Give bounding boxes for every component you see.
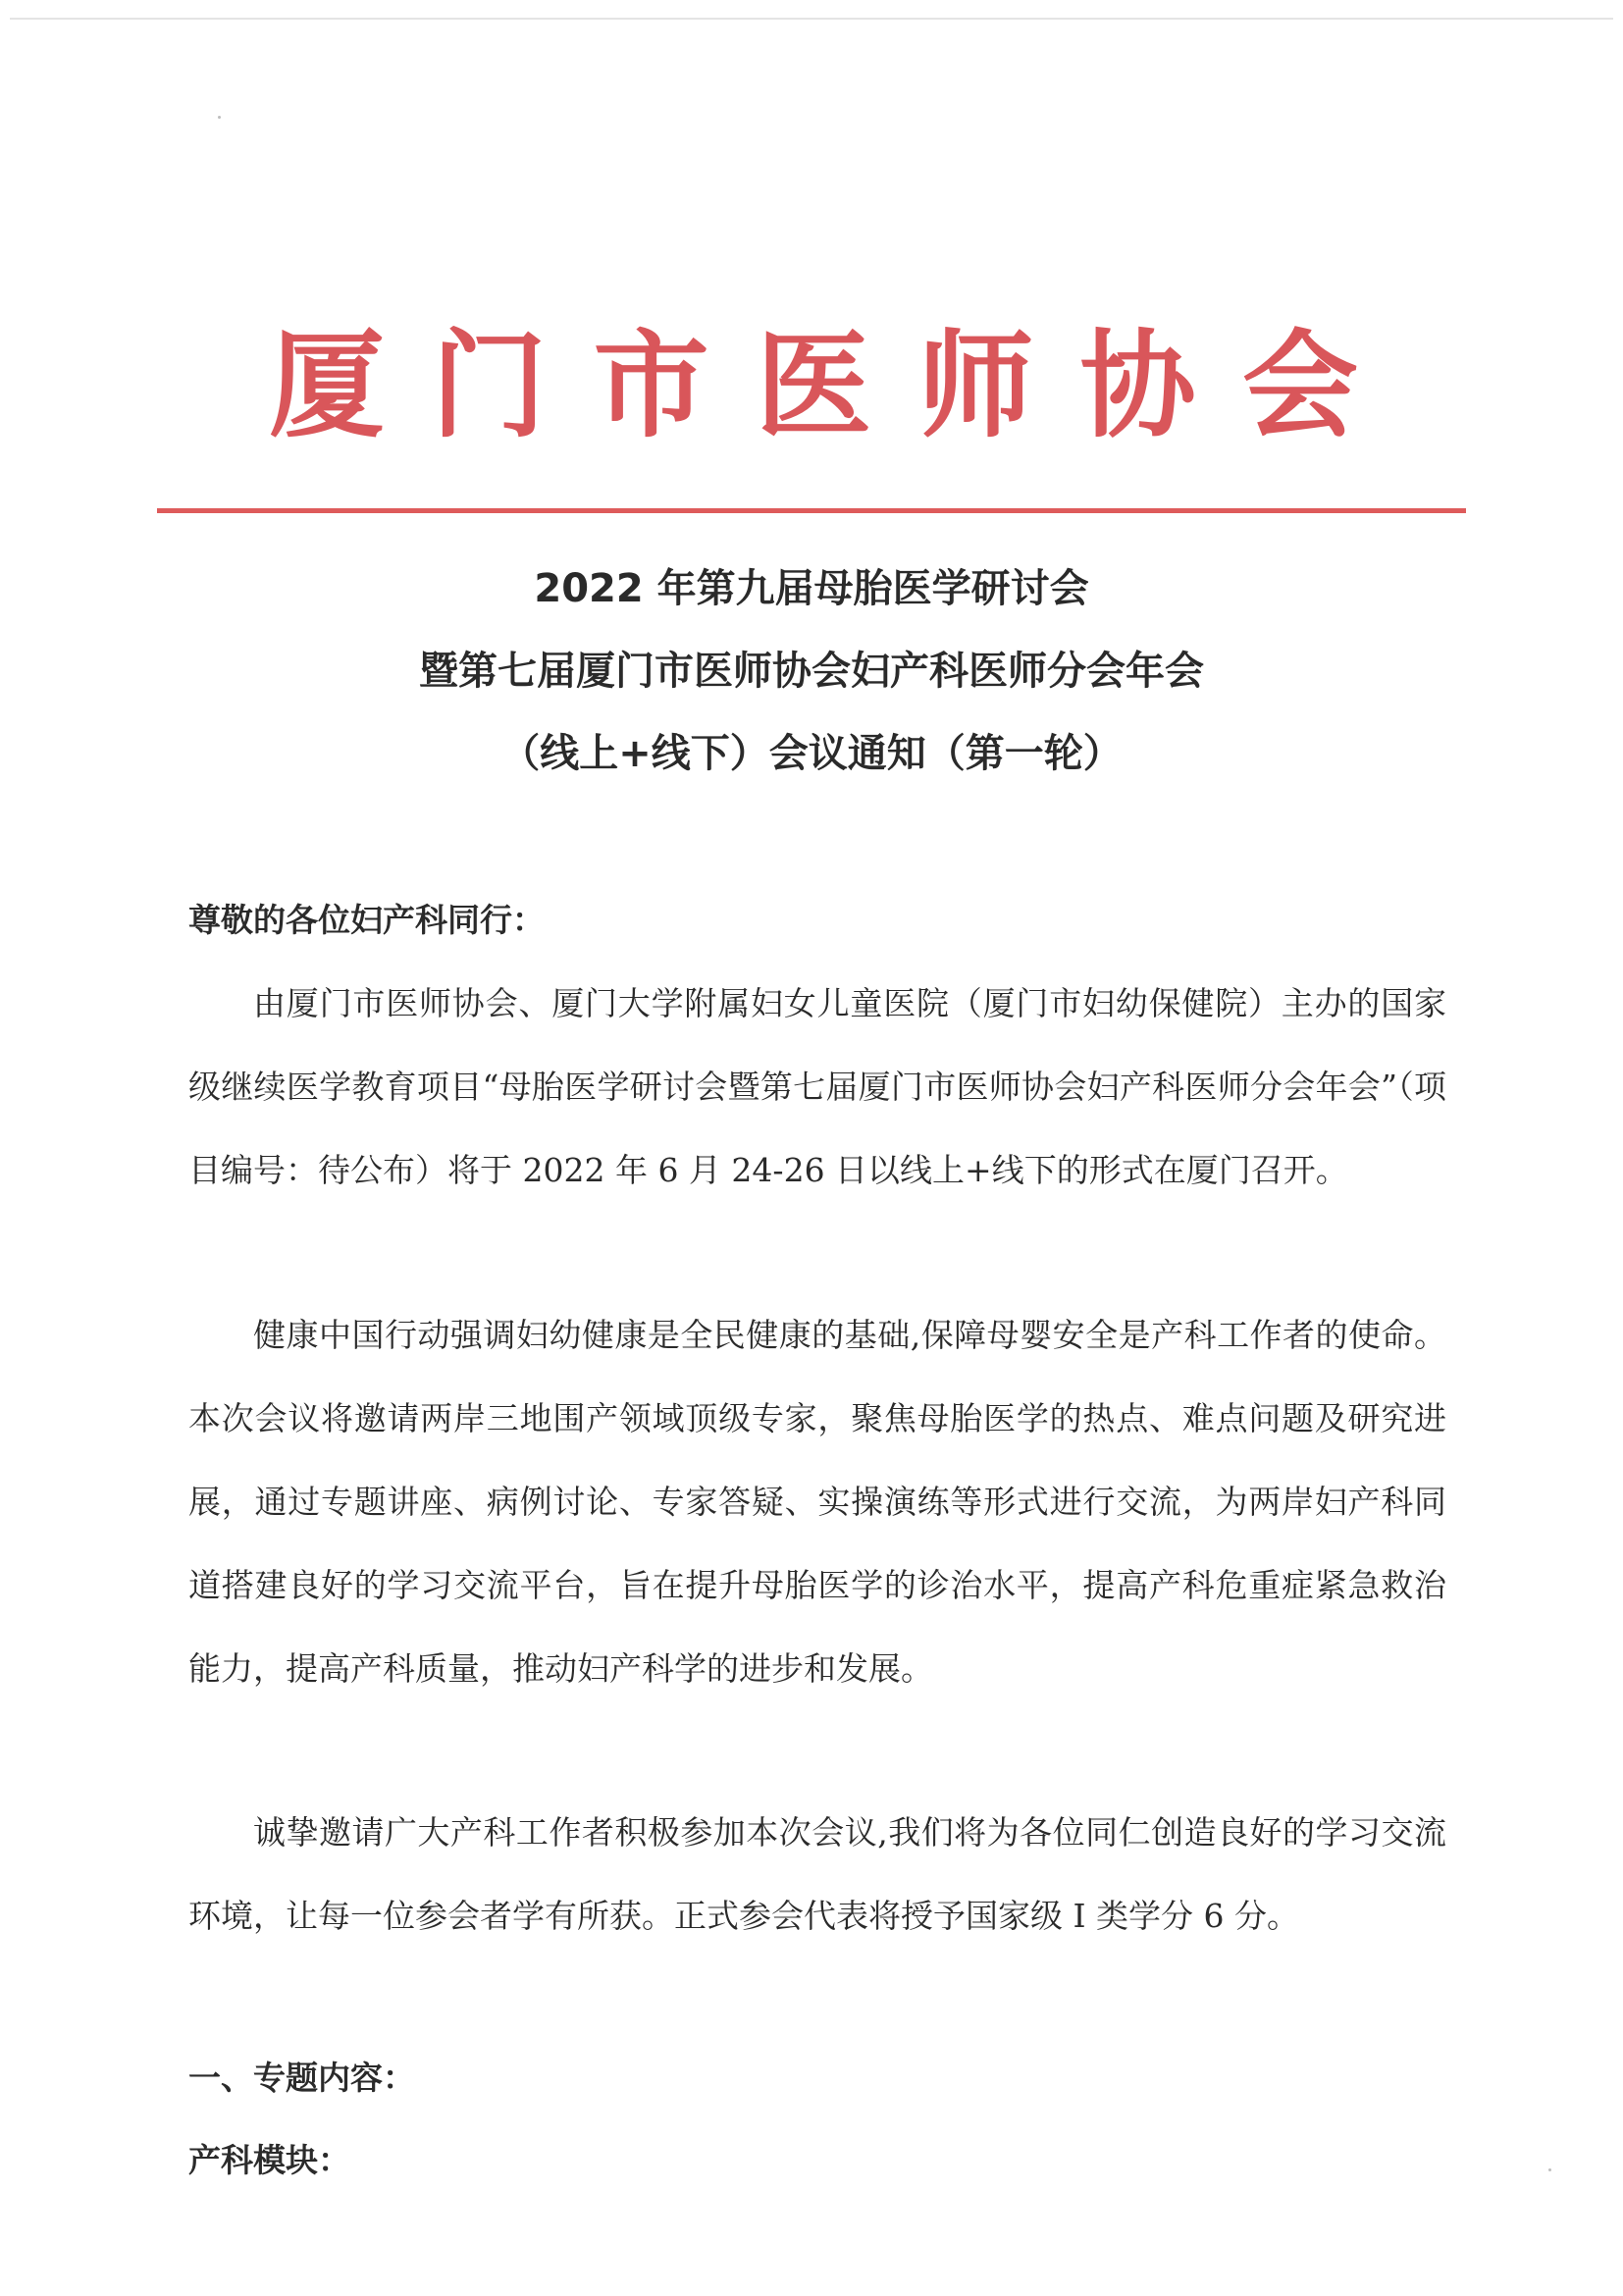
notice-title-line-3: （线上+线下）会议通知（第一轮）	[500, 731, 1123, 776]
body-paragraph-organizers: 由厦门市医师协会、厦门大学附属妇女儿童医院（厦门市妇幼保健院）主办的国家级继续医学教育项目“母胎医学研讨会暨第七届厦门市医师协会妇产科医师分会年会”（项目编号：待公布）将于 2022 年 6 月 24-26 日以线上+线下的形式在厦门召开。	[188, 984, 1446, 1189]
letterhead-char: 会	[1241, 317, 1358, 453]
letterhead-char: 市	[593, 317, 709, 453]
subsection-heading-obstetrics: 产科模块：	[188, 2141, 350, 2179]
letterhead-char: 门	[431, 317, 548, 453]
section-heading-topics: 一、专题内容：	[188, 2059, 415, 2097]
scan-top-edge	[10, 18, 1613, 20]
letterhead-char: 协	[1079, 317, 1196, 453]
body-paragraph-purpose: 健康中国行动强调妇幼健康是全民健康的基础,保障母婴安全是产科工作者的使命。本次会议将邀请两岸三地围产领域顶级专家，聚焦母胎医学的热点、难点问题及研究进展，通过专题讲座、病例讨论、专家答疑、实操演练等形式进行交流，为两岸妇产科同道搭建良好的学习交流平台，旨在提升母胎医学的诊治水平，提高产科危重症紧急救治能力，提高产科质量，推动妇产科学的进步和发展。	[188, 1316, 1446, 1688]
scan-speck	[1548, 2168, 1551, 2171]
letterhead-title	[157, 312, 1472, 459]
letterhead-char: 医	[755, 317, 871, 453]
salutation: 尊敬的各位妇产科同行：	[188, 901, 545, 939]
letterhead-char: 厦	[269, 317, 386, 453]
body-paragraph-invitation: 诚挚邀请广大产科工作者积极参加本次会议,我们将为各位同仁创造良好的学习交流环境，让每一位参会者学有所获。正式参会代表将授予国家级 I 类学分 6 分。	[188, 1813, 1446, 1935]
scan-speck	[218, 116, 221, 119]
notice-title-line-2: 暨第七届厦门市医师协会妇产科医师分会年会	[419, 649, 1204, 694]
notice-title-line-1: 2022 年第九届母胎医学研讨会	[534, 566, 1089, 611]
letterhead-divider	[157, 508, 1466, 513]
letterhead-char: 师	[917, 317, 1034, 453]
